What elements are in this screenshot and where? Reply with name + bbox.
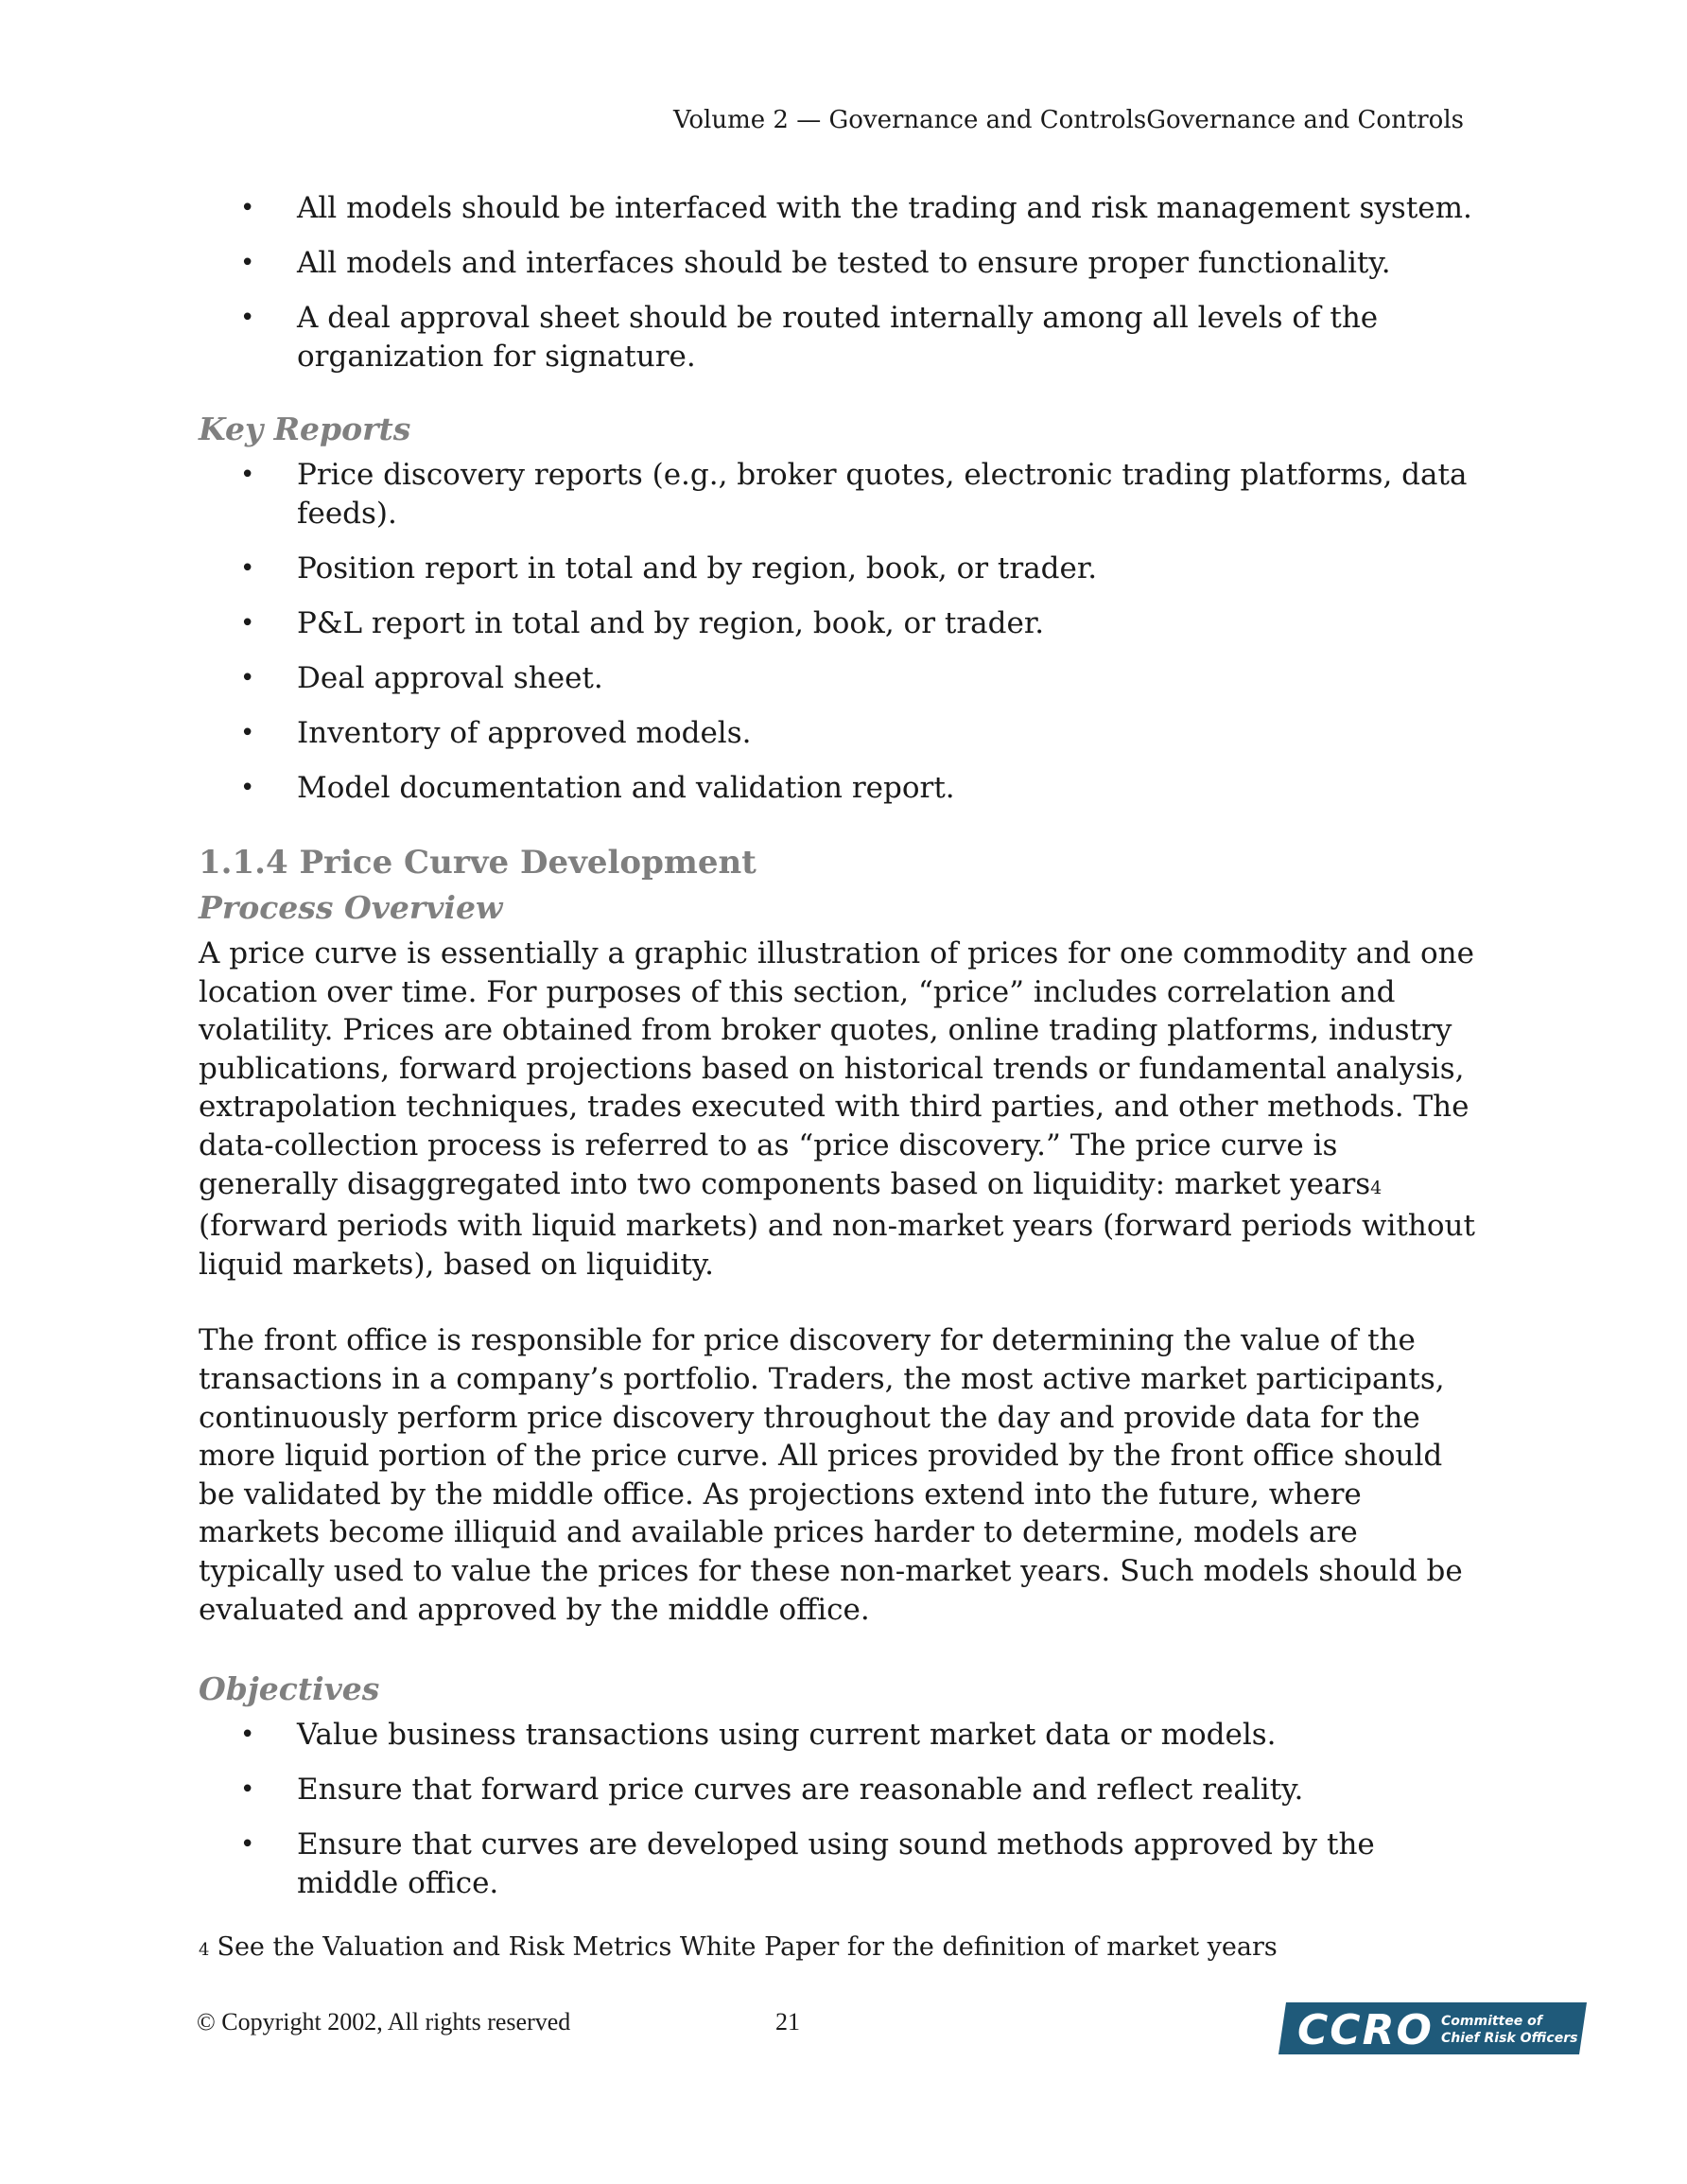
objectives-heading: Objectives <box>199 1670 380 1708</box>
list-item <box>199 1771 1485 1809</box>
list-item-text: All models should be interfaced with the trading and risk management system. <box>297 191 1472 225</box>
list-item-text: Position report in total and by region, book, or trader. <box>297 551 1098 585</box>
list-item-text: Inventory of approved models. <box>297 716 752 750</box>
intro-bullet-list <box>199 189 1485 376</box>
list-item <box>199 550 1485 588</box>
paragraph-text: A price curve is essentially a graphic illustration of prices for one commodity and one location over time. For purposes of this section, “price” includes correlation and volatility. Prices are obtained from broker quotes, online trading platforms, industry publications, forward projections based on historical trends or fundamental analysis, extrapolation techniques, trades executed with third parties, and other methods. The data-collection process is referred to as “price discovery.” The price curve is generally disaggregated into two components based on liquidity: market years <box>199 936 1474 1201</box>
list-item <box>199 244 1485 283</box>
key-reports-list <box>199 456 1485 808</box>
list-item-text: Ensure that forward price curves are reasonable and reflect reality. <box>297 1773 1304 1808</box>
list-item <box>199 714 1485 753</box>
process-overview-paragraph-2: The front office is responsible for price discovery for determining the value of the transactions in a company’s portfolio. Traders, the most active market participants, continuously perform price discovery throughout the day and provide data for the more liquid portion of the price curve. All prices provided by the front office should be validated by the middle office. As projections extend into the future, where markets become illiquid and available prices harder to determine, models are typically used to value the prices for these non-market years. Such models should be evaluated and approved by the middle office. <box>199 1323 1463 1627</box>
process-overview-heading: Process Overview <box>199 889 503 926</box>
bullet-icon: • <box>240 249 255 277</box>
list-item-text: Ensure that curves are developed using sound methods approved by the middle office. <box>297 1827 1375 1901</box>
list-item-text: P&L report in total and by region, book, or trader. <box>297 606 1045 640</box>
list-item-text: All models and interfaces should be tested to ensure proper functionality. <box>297 246 1391 280</box>
key-reports-heading: Key Reports <box>199 411 411 447</box>
section-heading: 1.1.4 Price Curve Development <box>199 844 757 882</box>
logo-text: CCRO <box>1297 2006 1434 2054</box>
process-overview-paragraph-1 <box>199 935 1485 1284</box>
objectives-list <box>199 1716 1485 1903</box>
footnote-number: 4 <box>199 1940 210 1960</box>
bullet-icon: • <box>240 554 255 583</box>
footnote-text: See the Valuation and Risk Metrics White Paper for the definition of market years <box>217 1932 1278 1962</box>
bullet-icon: • <box>240 719 255 747</box>
bullet-icon: • <box>240 664 255 692</box>
bullet-icon: • <box>240 304 255 332</box>
page-number: 21 <box>775 2008 800 2035</box>
list-item-text: Price discovery reports (e.g., broker quotes, electronic trading platforms, data feeds). <box>297 458 1468 531</box>
running-header: Volume 2 — Governance and ControlsGovernance and Controls <box>672 106 1464 134</box>
list-item <box>199 1826 1485 1903</box>
ccro-logo <box>1278 2002 1587 2054</box>
paragraph-text: (forward periods with liquid markets) and non-market years (forward periods without liquid markets), based on liquidity. <box>199 1209 1475 1282</box>
bullet-icon: • <box>240 774 255 802</box>
list-item-text: Value business transactions using current market data or models. <box>297 1718 1277 1753</box>
logo-tagline-1: Committee of <box>1441 2014 1542 2029</box>
list-item-text: A deal approval sheet should be routed internally among all levels of the organization for signature. <box>297 301 1379 374</box>
bullet-icon: • <box>240 194 255 222</box>
list-item-text: Model documentation and validation report. <box>297 771 955 805</box>
bullet-icon: • <box>240 461 255 489</box>
list-item <box>199 1716 1485 1755</box>
bullet-icon: • <box>240 1775 255 1805</box>
list-item-text: Deal approval sheet. <box>297 661 603 695</box>
bullet-icon: • <box>240 1830 255 1860</box>
footnote-reference[interactable]: 4 <box>1370 1177 1383 1198</box>
list-item <box>199 604 1485 643</box>
list-item <box>199 769 1485 808</box>
list-item <box>199 299 1485 376</box>
footnote <box>199 1932 1278 1962</box>
logo-tagline-2: Chief Risk Officers <box>1441 2031 1578 2046</box>
bullet-icon: • <box>240 609 255 638</box>
page-content <box>199 189 1485 1919</box>
list-item <box>199 189 1485 228</box>
copyright-notice: © Copyright 2002, All rights reserved <box>197 2008 571 2035</box>
bullet-icon: • <box>240 1721 255 1750</box>
list-item <box>199 659 1485 698</box>
list-item <box>199 456 1485 533</box>
